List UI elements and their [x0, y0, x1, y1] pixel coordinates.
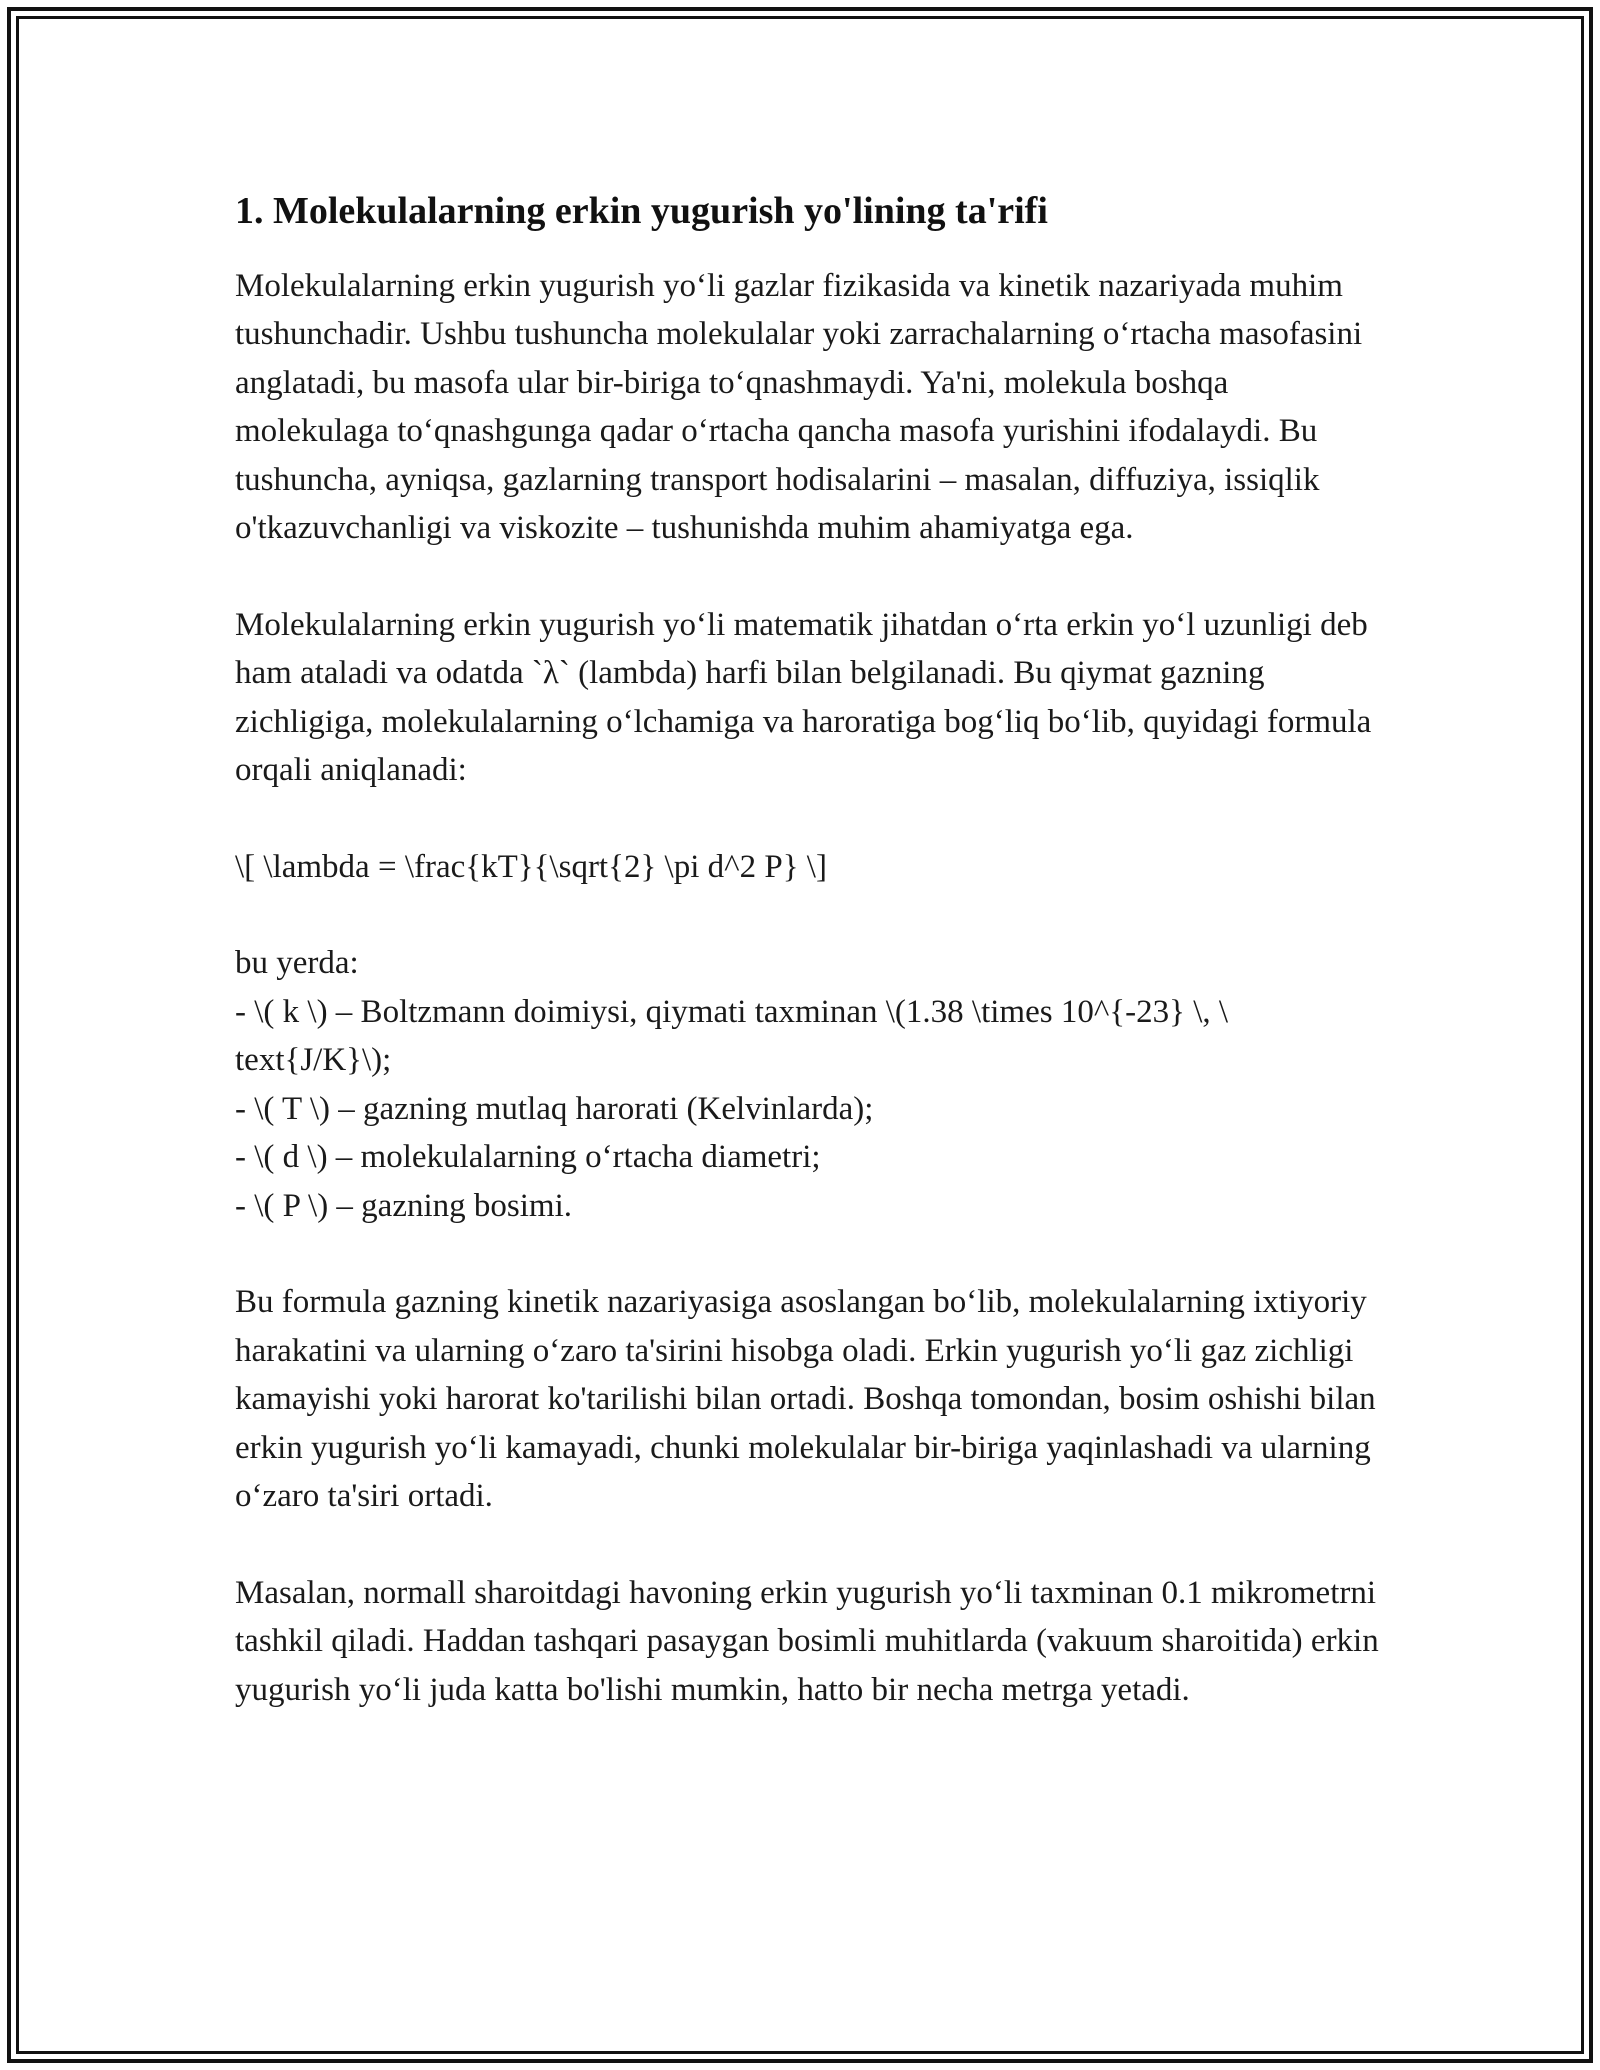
paragraph-lambda-intro: Molekulalarning erkin yugurish yo‘li matematik jihatdan o‘rta erkin yo‘l uzunligi deb ham ataladi va odatda `λ` (lambda) harfi bilan belgilanadi. Bu qiymat gazning zichligiga, molekulalarning o‘lchamiga va haroratiga bog‘liq bo‘lib, quyidagi formula orqali aniqlanadi:	[235, 606, 1372, 788]
definition-item-p: - \( P \) – gazning bosimi.	[235, 1187, 572, 1224]
paragraph-definition: Molekulalarning erkin yugurish yo‘li gazlar fizikasida va kinetik nazariyada muhim tushunchadir. Ushbu tushuncha molekulalar yoki zarrachalarning o‘rtacha masofasini anglatadi, bu masofa ular bir-biriga to‘qnashmaydi. Ya'ni, molekula boshqa molekulaga to‘qnashgunga qadar o‘rtacha qancha masofa yurishini ifodalaydi. Bu tushuncha, ayniqsa, gazlarning transport hodisalarini – masalan, diffuziya, issiqlik o'tkazuvchanligi va viskozite – tushunishda muhim ahamiyatga ega.	[235, 267, 1363, 546]
formula-variable-definitions	[235, 939, 1385, 1230]
mean-free-path-formula: \[ \lambda = \frac{kT}{\sqrt{2} \pi d^2 P} \]	[235, 848, 827, 885]
paragraph-example: Masalan, normall sharoitdagi havoning erkin yugurish yo‘li taxminan 0.1 mikrometrni tashkil qiladi. Haddan tashqari pasaygan bosimli muhitlarda (vakuum sharoitida) erkin yugurish yo‘li juda katta bo'lishi mumkin, hatto bir necha metrga yetadi.	[235, 1574, 1379, 1708]
paragraph-kinetic-theory: Bu formula gazning kinetik nazariyasiga asoslangan bo‘lib, molekulalarning ixtiyoriy harakatini va ularning o‘zaro ta'sirini hisobga oladi. Erkin yugurish yo‘li gaz zichligi kamayishi yoki harorat ko'tarilishi bilan ortadi. Boshqa tomondan, bosim oshishi bilan erkin yugurish yo‘li kamayadi, chunki molekulalar bir-biriga yaqinlashadi va ularning o‘zaro ta'siri ortadi.	[235, 1284, 1376, 1514]
document-body	[235, 188, 1385, 1762]
section-heading: 1. Molekulalarning erkin yugurish yo'lining ta'rifi	[235, 190, 1048, 232]
definition-item-k: - \( k \) – Boltzmann doimiysi, qiymati taxminan \(1.38 \times 10^{-23} \, \ text{J/K}\);	[235, 993, 1229, 1078]
definitions-intro: bu yerda:	[235, 945, 359, 981]
definition-item-d: - \( d \) – molekulalarning o‘rtacha diametri;	[235, 1139, 821, 1175]
definition-item-t: - \( T \) – gazning mutlaq harorati (Kelvinlarda);	[235, 1090, 874, 1127]
